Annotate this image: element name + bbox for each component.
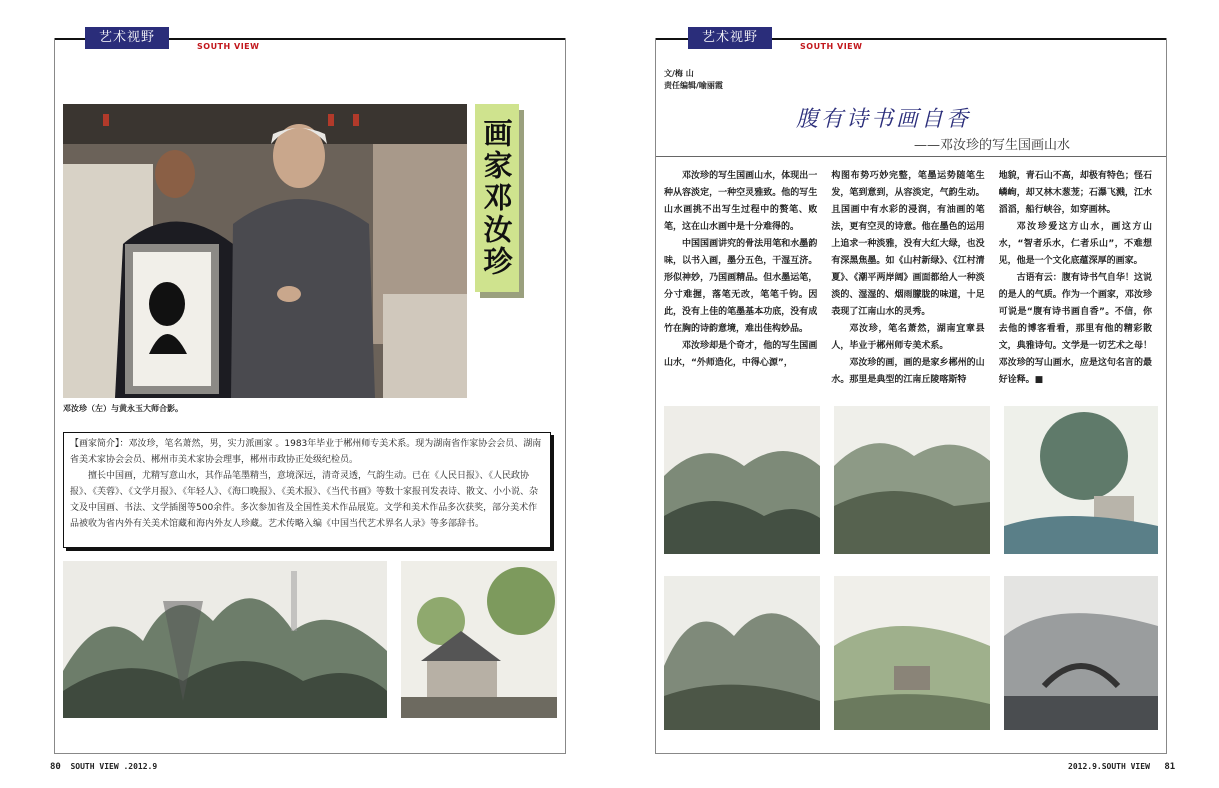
landscape-painting-5 [834,576,990,730]
paragraph: 邓汝珍的写生国画山水，体现出一种从容淡定，一种空灵雅致。他的写生山水画挑不出写生过程中的赘笔、败笔，这在山水画中是十分难得的。 [664,171,818,232]
paragraph: 邓汝珍却是个奇才，他的写生国画山水，“外师造化，中得心源”， [664,341,818,368]
article-column-1 [664,168,817,398]
page-number-left: 80 [50,762,61,772]
intro-heading: 【画家简介】： [70,439,129,449]
left-page [54,30,566,754]
article-body [664,168,1152,398]
landscape-painting-2 [834,406,990,554]
footer-right-text: 2012.9.SOUTH VIEW [1068,762,1150,771]
section-tab: 艺术视野 [85,27,169,49]
landscape-painting-6 [1004,576,1158,730]
footer-right [1068,762,1175,772]
page-number-right: 81 [1164,762,1176,772]
footer-left [50,762,157,772]
landscape-painting-4 [664,576,820,730]
paragraph: 古语有云：腹有诗书气自华！这说的是人的气质。作为一个画家，邓汝珍可说是“腹有诗书画自香”。不信，你去他的博客看看，那里有他的精彩散文，典雅诗句。文学是一切艺术之母！邓汝珍的写山画水，应是这句名言的最好诠释。■ [998,273,1152,385]
photo-caption: 邓汝珍（左）与黄永玉大师合影。 [63,404,183,413]
footer-left-text: SOUTH VIEW .2012.9 [70,762,158,771]
section-en-label: SOUTH VIEW [197,42,260,51]
paragraph: 地貌，青石山不高，却极有特色；怪石嶙峋，却又林木葱茏；石瀑飞溅，江水滔滔，船行峡谷，如穿画林。 [998,171,1152,215]
right-page [655,30,1167,754]
painter-photo [63,104,467,398]
paragraph: 构图布势巧妙完整，笔墨运势随笔生发，笔到意到，从容淡定，气韵生动。且国画中有水彩的浸润，有油画的笔法，更有空灵的诗意。他在墨色的运用上追求一种淡雅，没有大红大绿，也没有深黑焦墨。如《山村新绿》、《江村清夏》、《潮平两岸阔》画面都给人一种淡淡的、湿湿的、烟雨朦胧的味道，十足表现了江南山水的灵秀。 [831,171,985,317]
painter-intro-box [63,432,551,548]
section-tab: 艺术视野 [688,27,772,49]
byline [664,68,723,92]
painter-name-text: 画家邓汝珍 [479,118,514,278]
article-title: 腹有诗书画自香 [796,107,972,132]
paragraph: 邓汝珍爱这方山水，画这方山水，“智者乐水，仁者乐山”，不难想见，他是一个文化底蕴深厚的画家。 [998,222,1152,266]
section-en-label: SOUTH VIEW [800,42,863,51]
byline-author: 文/梅 山 [664,69,694,78]
article-column-2 [831,168,984,398]
article-column-3 [999,168,1152,398]
landscape-painting-1 [664,406,820,554]
intro-paragraph-2: 擅长中国画，尤精写意山水，其作品笔墨精当，意境深远，清奇灵透，气韵生动。已在《人民日报》、《人民政协报》、《芙蓉》、《文学月报》、《年轻人》、《海口晚报》、《美术报》、《当代书画》等数十家报刊发表诗、散文、小小说、杂文及中国画、书法、文学插图等500余件。多次参加省及全国性美术作品展览。文学和美术作品多次获奖，部分美术作品被收为省内外有关美术馆藏和海内外友人珍藏。艺术传略入编《中国当代艺术界名人录》等多部辞书。 [70,471,539,529]
title-rule [656,156,1166,157]
paragraph: 邓汝珍，笔名萧然，湖南宜章县人，毕业于郴州师专美术系。 [831,324,985,351]
paragraph: 中国国画讲究的骨法用笔和水墨韵味，以书入画，墨分五色，干湿互济。形似神妙，乃国画精品。但水墨运笔，分寸难握，落笔无改，笔笔千钧。因此，没有上佳的笔墨基本功底，没有成竹在胸的诗韵意境，难出佳构妙品。 [664,239,818,334]
landscape-painting-wide [63,561,387,718]
painter-name-label [475,104,519,292]
village-painting [401,561,557,718]
article-subtitle: ——邓汝珍的写生国画山水 [914,138,1071,153]
byline-editor: 责任编辑/喻丽霞 [664,81,723,90]
paragraph: 邓汝珍的画，画的是家乡郴州的山水。那里是典型的江南丘陵喀斯特 [831,358,985,385]
landscape-painting-3 [1004,406,1158,554]
intro-paragraph-1: 邓汝珍，笔名萧然，男，实力派画家 。1983年毕业于郴州师专美术系。现为湖南省作家协会会员、湖南省美术家协会会员、郴州市美术家协会理事，郴州市政协正处级纪检员。 [70,439,542,465]
